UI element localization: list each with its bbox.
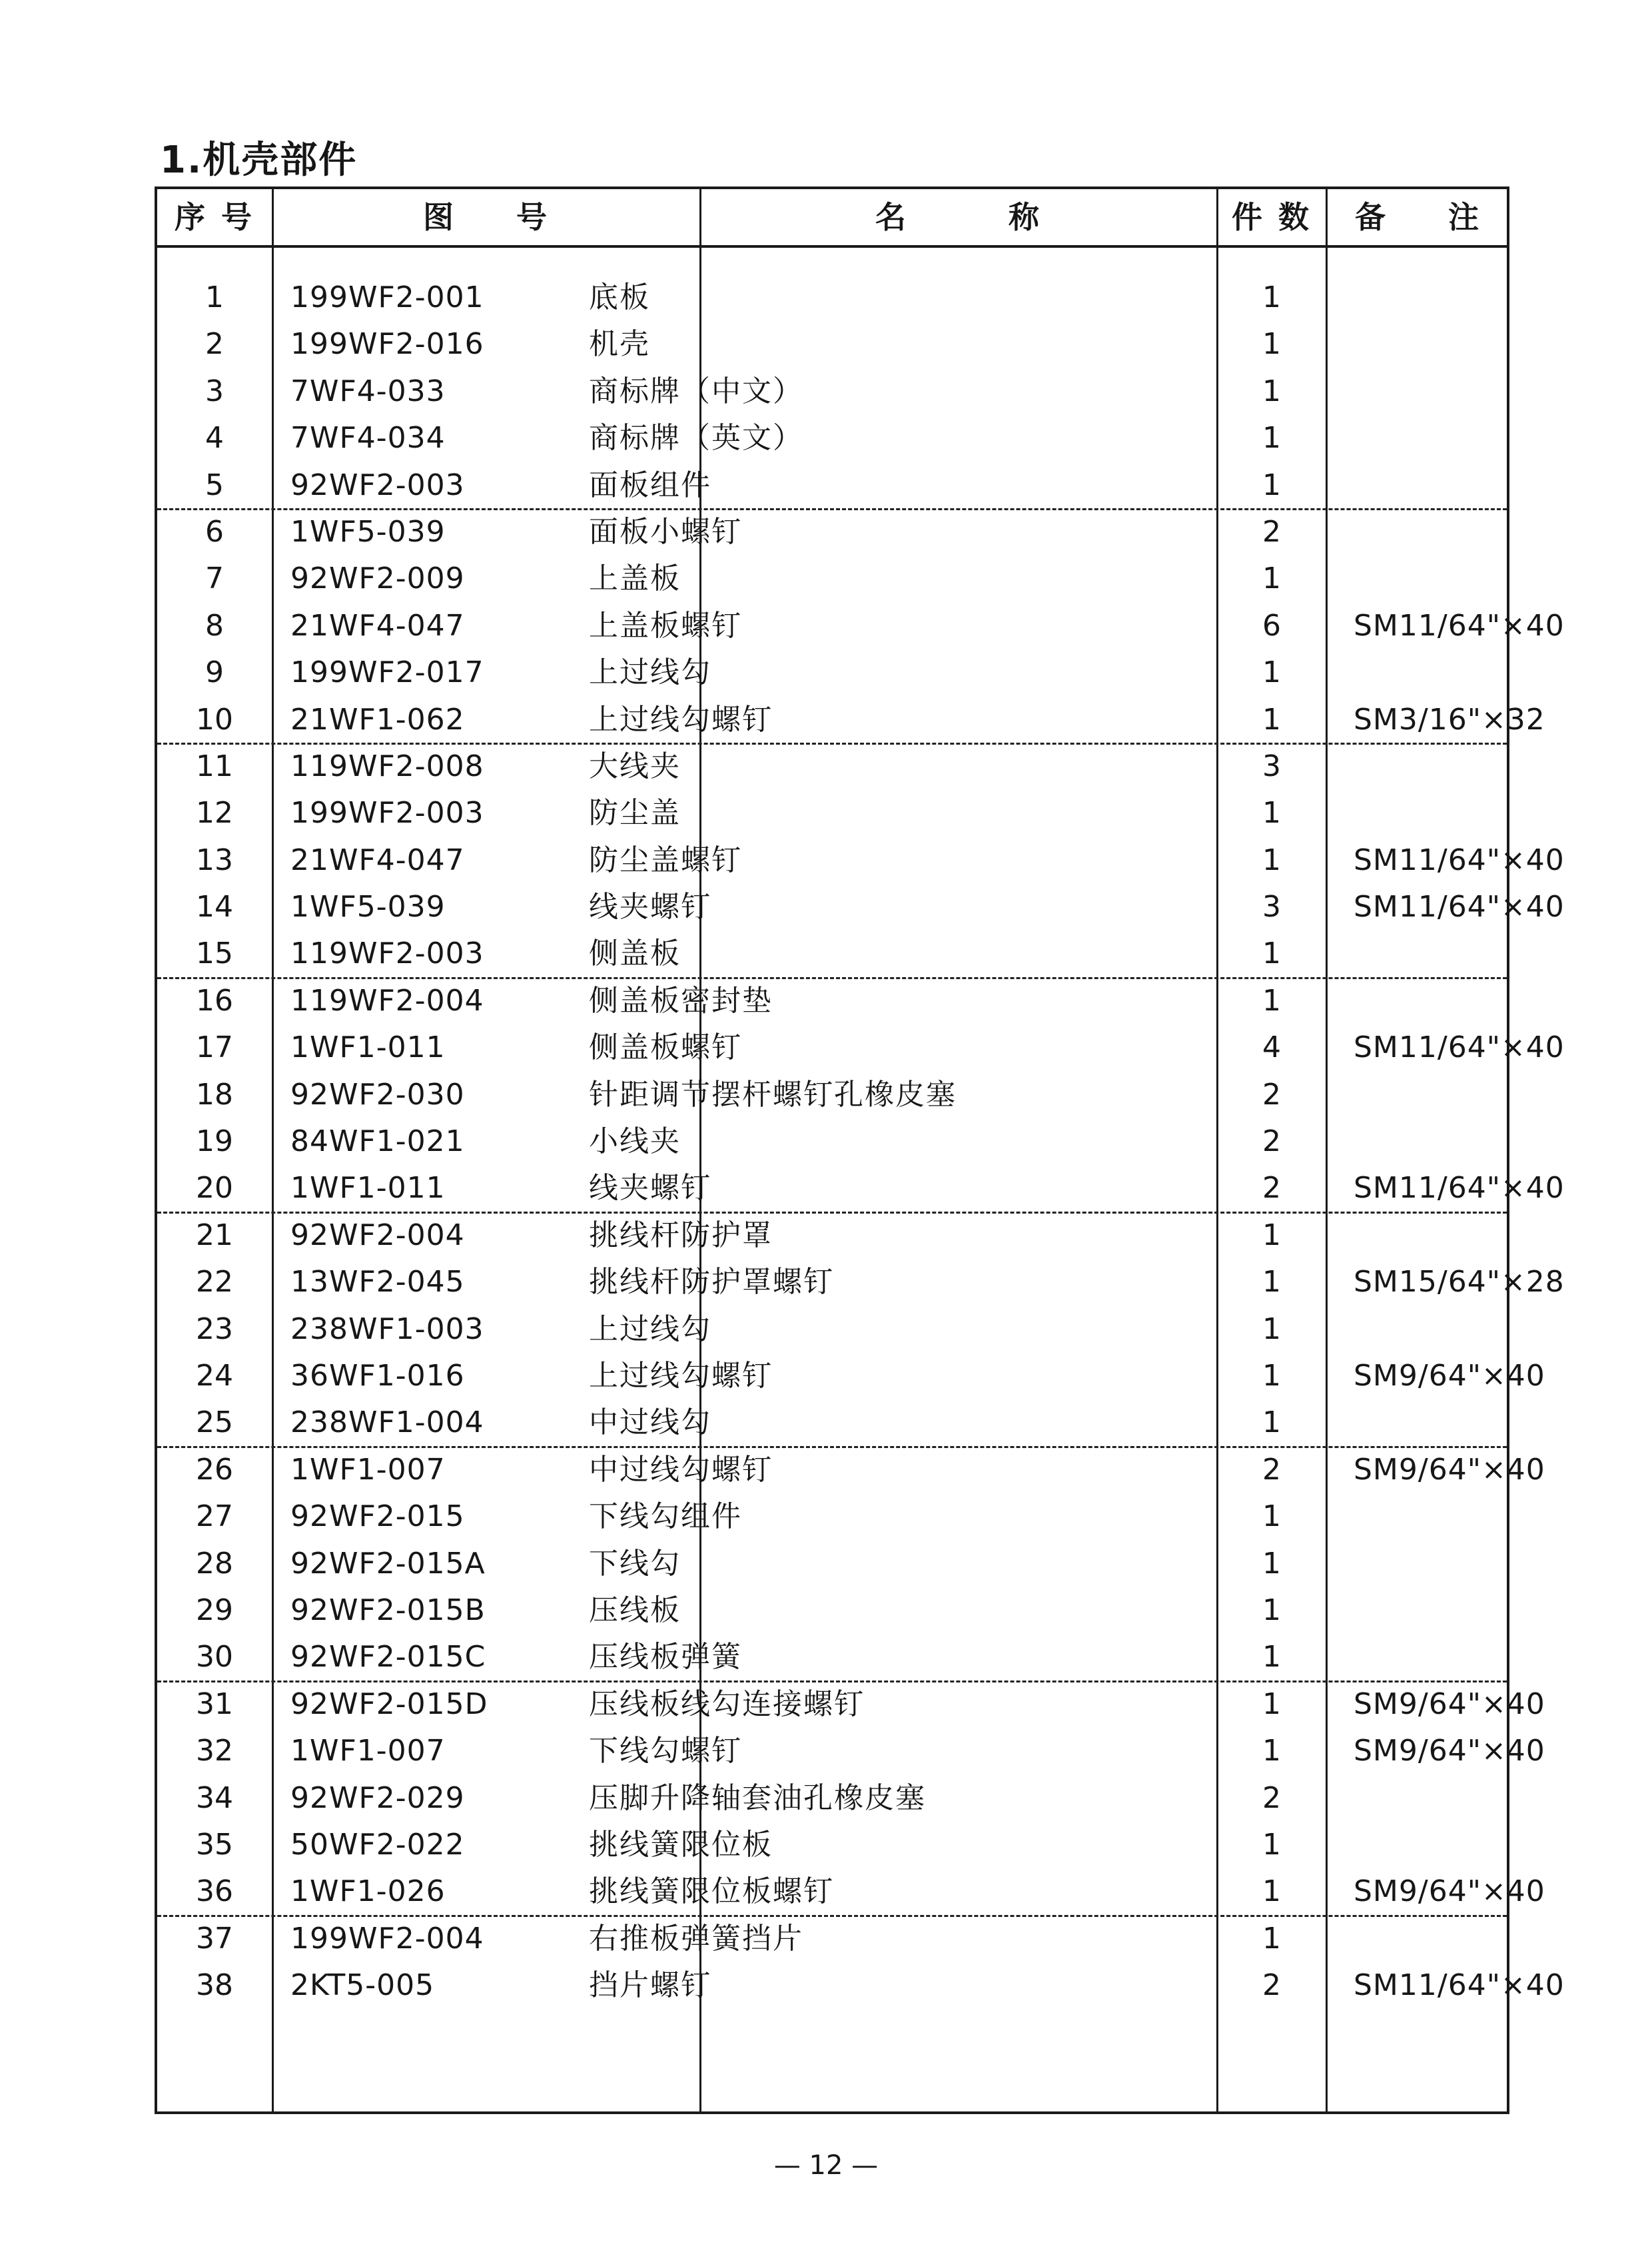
- quantity: 1: [1262, 561, 1281, 596]
- part-name: 下线勾组件: [589, 1499, 742, 1534]
- quantity: 1: [1262, 1546, 1281, 1581]
- remarks: SM9/64"×40: [1354, 1452, 1545, 1487]
- row-number: 36: [196, 1874, 233, 1909]
- part-name: 压脚升降轴套油孔橡皮塞: [589, 1780, 926, 1815]
- table-row: [157, 416, 1507, 463]
- quantity: 1: [1262, 983, 1281, 1018]
- header-name: 名 称: [875, 199, 1042, 235]
- quantity: 1: [1262, 1734, 1281, 1768]
- table-row: [157, 1214, 1507, 1260]
- header-remarks: 备 注: [1354, 199, 1481, 235]
- parts-table: [155, 187, 1565, 2114]
- row-number: 17: [196, 1030, 233, 1065]
- table-row: [157, 1682, 1545, 1729]
- table-row: [157, 839, 1565, 885]
- table-row: [157, 1308, 1507, 1354]
- table-row: [157, 1073, 1507, 1120]
- quantity: 1: [1262, 1265, 1281, 1300]
- part-number: 1WF1-007: [290, 1452, 446, 1487]
- part-number: 199WF2-003: [290, 796, 484, 831]
- row-number: 22: [196, 1265, 233, 1300]
- part-name: 下线勾: [589, 1546, 681, 1581]
- remarks: SM11/64"×40: [1354, 1968, 1565, 2003]
- quantity: 2: [1262, 1077, 1281, 1112]
- part-name: 侧盖板: [589, 936, 681, 971]
- row-number: 25: [196, 1405, 233, 1440]
- table-body: [157, 276, 1565, 2010]
- quantity: 1: [1262, 374, 1281, 408]
- quantity: 1: [1262, 702, 1281, 737]
- table-row: [157, 1120, 1507, 1166]
- row-number: 13: [196, 843, 233, 877]
- part-name: 挑线簧限位板螺钉: [589, 1874, 834, 1909]
- part-name: 挡片螺钉: [589, 1968, 711, 2003]
- row-number: 20: [196, 1171, 233, 1206]
- part-number: 84WF1-021: [290, 1124, 465, 1159]
- part-name: 中过线勾螺钉: [589, 1452, 773, 1487]
- table-row: [157, 370, 1507, 416]
- row-number: 8: [205, 608, 224, 643]
- quantity: 1: [1262, 1827, 1281, 1862]
- remarks: SM9/64"×40: [1354, 1686, 1545, 1721]
- part-number: 1WF5-039: [290, 514, 446, 549]
- table-row: [157, 885, 1565, 932]
- quantity: 1: [1262, 1499, 1281, 1534]
- part-name: 面板小螺钉: [589, 514, 742, 549]
- quantity: 1: [1262, 1640, 1281, 1675]
- part-name: 小线夹: [589, 1124, 681, 1159]
- quantity: 2: [1262, 1968, 1281, 2003]
- row-number: 12: [196, 796, 233, 831]
- remarks: SM11/64"×40: [1354, 843, 1565, 877]
- part-number: 50WF2-022: [290, 1827, 465, 1862]
- table-row: [157, 1776, 1507, 1823]
- part-number: 92WF2-015: [290, 1499, 465, 1534]
- part-number: 92WF2-015B: [290, 1593, 486, 1627]
- quantity: 2: [1262, 1171, 1281, 1206]
- part-name: 挑线杆防护罩: [589, 1218, 773, 1252]
- row-number: 18: [196, 1077, 233, 1112]
- quantity: 2: [1262, 1124, 1281, 1159]
- quantity: 3: [1262, 749, 1281, 783]
- header-part-number: 图 号: [422, 199, 550, 235]
- table-row: [157, 932, 1507, 978]
- table-row: [157, 1166, 1565, 1213]
- row-number: 11: [196, 749, 233, 783]
- quantity: 1: [1262, 468, 1281, 502]
- part-name: 压线板线勾连接螺钉: [589, 1686, 865, 1721]
- remarks: SM11/64"×40: [1354, 608, 1565, 643]
- part-number: 238WF1-003: [290, 1311, 484, 1346]
- row-number: 38: [196, 1968, 233, 2003]
- table-row: [157, 651, 1507, 697]
- table-row: [157, 1542, 1507, 1589]
- quantity: 1: [1262, 796, 1281, 831]
- part-name: 面板组件: [589, 468, 711, 502]
- quantity: 1: [1262, 1921, 1281, 1956]
- part-number: 199WF2-016: [290, 327, 484, 362]
- part-name: 线夹螺钉: [589, 890, 711, 925]
- row-number: 31: [196, 1686, 233, 1721]
- part-number: 2KT5-005: [290, 1968, 435, 2003]
- part-number: 92WF2-009: [290, 561, 465, 596]
- part-name: 压线板弹簧: [589, 1640, 742, 1675]
- header-divider: [157, 245, 1507, 248]
- part-number: 1WF1-011: [290, 1171, 446, 1206]
- part-number: 119WF2-008: [290, 749, 484, 783]
- part-name: 针距调节摆杆螺钉孔橡皮塞: [589, 1077, 957, 1112]
- row-number: 29: [196, 1593, 233, 1627]
- row-number: 1: [205, 280, 224, 314]
- table-row: [157, 1026, 1565, 1072]
- section-title: 1.机壳部件: [160, 139, 358, 182]
- table-row: [157, 791, 1507, 838]
- part-number: 199WF2-004: [290, 1921, 484, 1956]
- quantity: 1: [1262, 843, 1281, 877]
- part-number: 13WF2-045: [290, 1265, 465, 1300]
- quantity: 1: [1262, 1874, 1281, 1909]
- part-name: 右推板弹簧挡片: [589, 1921, 803, 1956]
- part-name: 上过线勾: [589, 655, 711, 690]
- table-row: [157, 979, 1507, 1026]
- quantity: 1: [1262, 1358, 1281, 1393]
- quantity: 1: [1262, 1218, 1281, 1252]
- table-row: [157, 276, 1507, 322]
- table-row: [157, 1823, 1507, 1870]
- table-row: [157, 1870, 1545, 1916]
- part-name: 防尘盖螺钉: [589, 843, 742, 877]
- quantity: 1: [1262, 1593, 1281, 1627]
- row-number: 16: [196, 983, 233, 1018]
- part-number: 119WF2-004: [290, 983, 484, 1018]
- table-row: [157, 557, 1507, 603]
- part-number: 92WF2-015A: [290, 1546, 486, 1581]
- quantity: 2: [1262, 1452, 1281, 1487]
- table-row: [157, 1729, 1545, 1776]
- row-number: 4: [205, 421, 224, 456]
- part-name: 挑线杆防护罩螺钉: [589, 1265, 834, 1300]
- remarks: SM9/64"×40: [1354, 1874, 1545, 1909]
- part-number: 92WF2-015C: [290, 1640, 486, 1675]
- row-number: 14: [196, 890, 233, 925]
- table-row: [157, 1964, 1565, 2010]
- table-row: [157, 1260, 1565, 1307]
- remarks: SM11/64"×40: [1354, 890, 1565, 925]
- row-number: 2: [205, 327, 224, 362]
- table-row: [157, 1589, 1507, 1635]
- quantity: 1: [1262, 655, 1281, 690]
- part-number: 1WF1-011: [290, 1030, 446, 1065]
- part-number: 21WF4-047: [290, 843, 465, 877]
- remarks: SM15/64"×28: [1354, 1265, 1565, 1300]
- table-row: [157, 510, 1507, 557]
- part-name: 中过线勾: [589, 1405, 711, 1440]
- part-name: 机壳: [589, 327, 650, 362]
- part-name: 大线夹: [589, 749, 681, 783]
- header-number: 序 号: [174, 199, 254, 235]
- part-number: 1WF1-026: [290, 1874, 446, 1909]
- part-number: 92WF2-030: [290, 1077, 465, 1112]
- table-row: [157, 1495, 1507, 1541]
- row-number: 27: [196, 1499, 233, 1534]
- part-number: 92WF2-003: [290, 468, 465, 502]
- remarks: SM11/64"×40: [1354, 1030, 1565, 1065]
- part-number: 92WF2-004: [290, 1218, 465, 1252]
- quantity: 1: [1262, 936, 1281, 971]
- table-row: [157, 1635, 1507, 1682]
- row-number: 6: [205, 514, 224, 549]
- part-number: 119WF2-003: [290, 936, 484, 971]
- row-number: 30: [196, 1640, 233, 1675]
- quantity: 6: [1262, 608, 1281, 643]
- quantity: 2: [1262, 514, 1281, 549]
- quantity: 1: [1262, 280, 1281, 314]
- part-name: 上过线勾螺钉: [589, 702, 773, 737]
- quantity: 1: [1262, 1686, 1281, 1721]
- row-number: 21: [196, 1218, 233, 1252]
- table-row: [157, 604, 1565, 651]
- remarks: SM9/64"×40: [1354, 1358, 1545, 1393]
- page-number: — 12 —: [773, 2150, 879, 2181]
- part-number: 92WF2-015D: [290, 1686, 488, 1721]
- table-row: [157, 464, 1507, 510]
- remarks: SM9/64"×40: [1354, 1734, 1545, 1768]
- header-quantity: 件 数: [1231, 199, 1312, 235]
- table-row: [157, 1401, 1507, 1447]
- remarks: SM3/16"×32: [1354, 702, 1545, 737]
- part-name: 侧盖板螺钉: [589, 1030, 742, 1065]
- table-row: [157, 698, 1545, 745]
- part-name: 商标牌（英文）: [589, 421, 803, 456]
- quantity: 1: [1262, 327, 1281, 362]
- part-name: 防尘盖: [589, 796, 681, 831]
- row-number: 34: [196, 1780, 233, 1815]
- quantity: 2: [1262, 1780, 1281, 1815]
- part-number: 238WF1-004: [290, 1405, 484, 1440]
- row-number: 7: [205, 561, 224, 596]
- table-row: [157, 1354, 1545, 1401]
- row-number: 37: [196, 1921, 233, 1956]
- part-number: 7WF4-033: [290, 374, 446, 408]
- row-number: 32: [196, 1734, 233, 1768]
- quantity: 3: [1262, 890, 1281, 925]
- quantity: 1: [1262, 421, 1281, 456]
- part-name: 上过线勾: [589, 1311, 711, 1346]
- row-number: 28: [196, 1546, 233, 1581]
- part-name: 上盖板螺钉: [589, 608, 742, 643]
- table-row: [157, 745, 1507, 791]
- quantity: 1: [1262, 1405, 1281, 1440]
- part-name: 线夹螺钉: [589, 1171, 711, 1206]
- part-number: 1WF5-039: [290, 890, 446, 925]
- part-name: 下线勾螺钉: [589, 1734, 742, 1768]
- row-number: 19: [196, 1124, 233, 1159]
- part-number: 21WF1-062: [290, 702, 465, 737]
- row-number: 15: [196, 936, 233, 971]
- part-name: 挑线簧限位板: [589, 1827, 773, 1862]
- part-number: 7WF4-034: [290, 421, 446, 456]
- part-name: 上盖板: [589, 561, 681, 596]
- part-number: 199WF2-017: [290, 655, 484, 690]
- remarks: SM11/64"×40: [1354, 1171, 1565, 1206]
- part-number: 21WF4-047: [290, 608, 465, 643]
- part-name: 侧盖板密封垫: [589, 983, 773, 1018]
- part-name: 上过线勾螺钉: [589, 1358, 773, 1393]
- table-row: [157, 1917, 1507, 1964]
- part-name: 底板: [589, 280, 650, 314]
- row-number: 23: [196, 1311, 233, 1346]
- row-number: 35: [196, 1827, 233, 1862]
- quantity: 1: [1262, 1311, 1281, 1346]
- part-number: 92WF2-029: [290, 1780, 465, 1815]
- part-number: 1WF1-007: [290, 1734, 446, 1768]
- table-row: [157, 1448, 1545, 1495]
- part-name: 商标牌（中文）: [589, 374, 803, 408]
- row-number: 3: [205, 374, 224, 408]
- part-number: 36WF1-016: [290, 1358, 465, 1393]
- row-number: 24: [196, 1358, 233, 1393]
- table-row: [157, 322, 1507, 369]
- quantity: 4: [1262, 1030, 1281, 1065]
- row-number: 10: [196, 702, 233, 737]
- row-number: 5: [205, 468, 224, 502]
- part-number: 199WF2-001: [290, 280, 484, 314]
- part-name: 压线板: [589, 1593, 681, 1627]
- row-number: 26: [196, 1452, 233, 1487]
- row-number: 9: [205, 655, 224, 690]
